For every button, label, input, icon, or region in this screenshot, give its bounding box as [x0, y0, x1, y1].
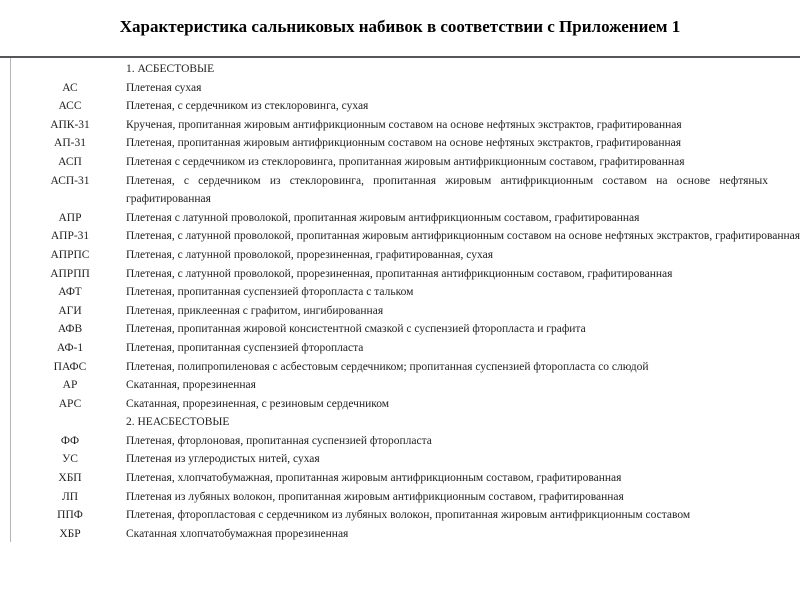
section-title: 1. АСБЕСТОВЫЕ: [126, 63, 215, 75]
table-row: [0, 376, 800, 395]
page-title: Характеристика сальниковых набивок в соответствии с Приложением 1: [119, 17, 681, 36]
packing-description: Плетеная, фторопластовая с сердечником из лубяных волокон, пропитанная жировым антифрикционным составом: [126, 509, 691, 522]
packing-table-body: [0, 58, 800, 543]
packing-description: Скатанная, прорезиненная, с резиновым сердечником: [126, 397, 390, 410]
table-row: [0, 97, 800, 116]
packing-code: ХБР: [59, 527, 81, 540]
packing-code: АР: [62, 379, 78, 392]
table-row: [0, 488, 800, 507]
table-row: [0, 172, 800, 209]
section-header-row: [0, 413, 800, 432]
packing-description: Плетеная из лубяных волокон, пропитанная жировым антифрикционным составом, графитированная: [126, 490, 624, 503]
packing-code: АСП: [58, 155, 82, 168]
packing-description: Плетеная, пропитанная жировой консистентной смазкой с суспензией фторопласта и графита: [126, 323, 586, 336]
table-row: [0, 153, 800, 172]
packing-code: ППФ: [57, 509, 83, 522]
packing-code: АСС: [58, 100, 82, 113]
table-row: [0, 432, 800, 451]
table-row: [0, 525, 800, 544]
packing-description: Скатанная хлопчатобумажная прорезиненная: [126, 527, 349, 540]
packing-code: АРС: [58, 397, 82, 410]
packing-code: АПРПС: [50, 248, 90, 261]
packing-description: Плетеная с сердечником из стеклоровинга, пропитанная жировым антифрикционным составом, графитированная: [126, 155, 685, 168]
packing-description: Плетеная сухая: [126, 81, 202, 94]
packing-description: Плетеная с латунной проволокой, пропитанная жировым антифрикционным составом, графитированная: [126, 211, 640, 224]
packing-code: [14, 413, 126, 432]
packing-code: ПАФС: [53, 360, 87, 373]
packing-description-line1: Плетеная, с сердечником из стеклоровинга, пропитанная жировым антифрикционным составом на основе нефтяных: [126, 174, 768, 187]
packing-description: Плетеная, с латунной проволокой, прорезиненная, графитированная, сухая: [126, 248, 494, 261]
table-row: [0, 265, 800, 284]
table-row: [0, 227, 800, 246]
packing-description: Плетеная, полипропиленовая с асбестовым сердечником; пропитанная суспензией фторопласта со слюдой: [126, 360, 649, 373]
table-row: [0, 506, 800, 525]
packing-code: АП-31: [54, 137, 86, 150]
packing-code: АФ-1: [56, 341, 84, 354]
table-row: [0, 358, 800, 377]
table-row: [0, 246, 800, 265]
packing-description: Плетеная, приклеенная с графитом, ингибированная: [126, 304, 384, 317]
packing-code: АФВ: [57, 323, 83, 336]
table-row: [0, 320, 800, 339]
packing-code: ЛП: [61, 490, 79, 503]
table-row: [0, 209, 800, 228]
table-row: [0, 395, 800, 414]
packing-description: Плетеная, с латунной проволокой, пропитанная жировым антифрикционным составом на основе нефтяных экстрактов, графитированная: [126, 230, 800, 243]
table-row: [0, 79, 800, 98]
packing-code: УС: [62, 453, 78, 466]
packing-code: ФФ: [60, 434, 80, 447]
packing-code: АС: [62, 81, 78, 94]
table-row: [0, 116, 800, 135]
packing-table: [0, 58, 800, 543]
packing-description: [126, 172, 768, 209]
packing-description: Плетеная, пропитанная суспензией фторопласта: [126, 341, 364, 354]
packing-code: ХБП: [58, 472, 82, 485]
packing-description: Плетеная, фторлоновая, пропитанная суспензией фторопласта: [126, 434, 432, 447]
section-header-row: [0, 60, 800, 79]
packing-description: Плетеная, пропитанная суспензией фторопласта с тальком: [126, 286, 414, 299]
packing-code: АПРПП: [50, 267, 90, 280]
table-row: [0, 469, 800, 488]
packing-code: АПР: [58, 211, 82, 224]
table-row: [0, 339, 800, 358]
section-title: 2. НЕАСБЕСТОВЫЕ: [126, 416, 230, 429]
table-row: [0, 283, 800, 302]
packing-description: Плетеная из углеродистых нитей, сухая: [126, 453, 320, 466]
packing-description: Плетеная, с латунной проволокой, прорезиненная, пропитанная антифрикционным составом, графитированная: [126, 267, 673, 280]
packing-description: Крученая, пропитанная жировым антифрикционным составом на основе нефтяных экстрактов, графитированная: [126, 118, 682, 131]
packing-code: АПК-31: [50, 118, 90, 131]
packing-description: Плетеная, с сердечником из стеклоровинга, сухая: [126, 100, 369, 113]
table-row: [0, 302, 800, 321]
packing-code: АФТ: [58, 286, 82, 299]
table-row: [0, 134, 800, 153]
packing-code: АСП-31: [50, 174, 90, 187]
packing-description-line2: графитированная: [126, 193, 211, 206]
table-row: [0, 450, 800, 469]
packing-code: [14, 60, 126, 79]
packing-description: Плетеная, пропитанная жировым антифрикционным составом на основе нефтяных экстрактов, графитированная: [126, 137, 682, 150]
table-left-border: [10, 58, 11, 542]
packing-description: Скатанная, прорезиненная: [126, 379, 256, 392]
packing-code: АПР-31: [50, 230, 90, 243]
packing-description: Плетеная, хлопчатобумажная, пропитанная жировым антифрикционным составом, графитированная: [126, 472, 622, 485]
packing-code: АГИ: [58, 304, 82, 317]
